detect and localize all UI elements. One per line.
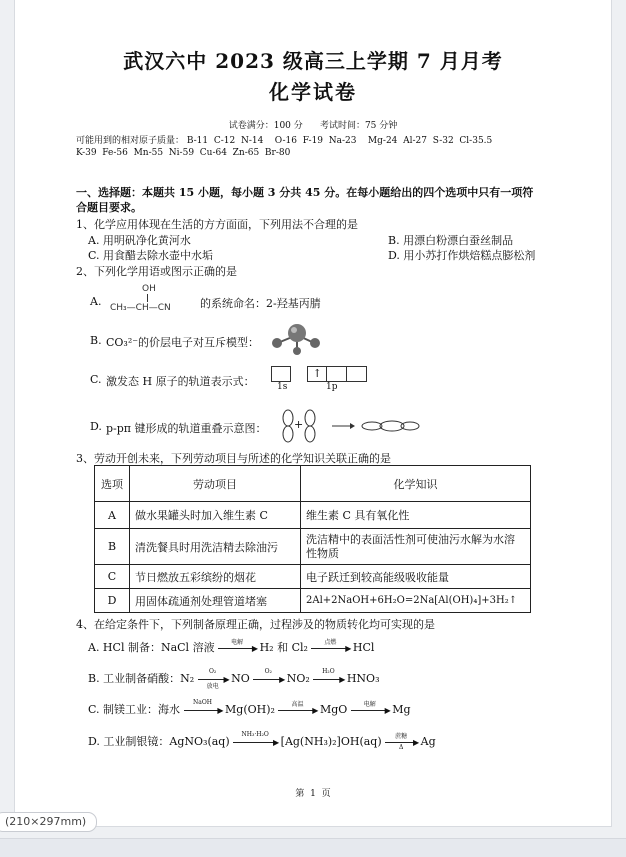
orbital-diagram [271, 363, 367, 382]
q1-option-b: B. 用漂白粉漂白蚕丝制品 [388, 234, 514, 247]
reaction-arrow: NaOH ▶ [184, 703, 222, 717]
table-row [95, 502, 531, 529]
q3-stem: 3、劳动开创未来，下列劳动项目与所述的化学知识关联正确的是 [76, 452, 391, 465]
section-heading-cont: 合题目要求。 [76, 201, 142, 214]
arrow-condition: 电解 [231, 639, 244, 646]
reaction-arrow: H₂O ▶ [313, 672, 343, 686]
orbital-plus: + [294, 418, 304, 431]
table-cell: C [95, 565, 130, 589]
reaction-arrow: O₂ ▶ [253, 672, 283, 686]
arrow-condition: 高温 [291, 701, 304, 708]
q4-b-prefix: B. 工业制备硝酸：N₂ [88, 672, 195, 685]
arrow-condition: O₂ [264, 668, 272, 675]
q4-a-mid: H₂ 和 Cl₂ [259, 641, 308, 654]
reaction-arrow: NH₃·H₂O ▶ [233, 735, 277, 749]
q4-option-a [88, 639, 374, 655]
arrow-condition: H₂O [322, 668, 335, 675]
reaction-arrow: 点燃 ▶ [311, 641, 349, 655]
q2-option-c-text: 激发态 H 原子的轨道表示式： [106, 375, 255, 388]
page-size-tab[interactable]: (210×297mm) [0, 812, 97, 832]
q2-option-a-text: 的系统命名：2-羟基丙腈 [200, 297, 321, 310]
q2-option-b-label: B. [90, 334, 102, 347]
table-cell: D [95, 589, 130, 613]
q1-option-d: D. 用小苏打作烘焙糕点膨松剂 [388, 249, 536, 262]
q2-option-a-label: A. [90, 295, 102, 308]
table-row [95, 589, 531, 613]
table-cell: 做水果罐头时加入维生素 C [130, 502, 301, 529]
q2-structure-oh: OH [142, 284, 156, 294]
reaction-arrow: 电解 ▶ [351, 703, 389, 717]
orbital-1p-box-3 [347, 366, 367, 382]
q4-d-prefix: D. 工业制银镜：AgNO₃(aq) [88, 735, 230, 748]
q2-stem: 2、下列化学用语或图示正确的是 [76, 265, 237, 278]
exam-subtitle: 化学试卷 [269, 80, 357, 104]
q4-b-s2: NO₂ [286, 672, 310, 685]
q4-option-d [88, 733, 436, 749]
arrow-condition: Δ [398, 744, 404, 751]
orbital-1p-box-1: ↑ [307, 366, 327, 382]
table-row [95, 565, 531, 589]
orbital-1p-box-2 [327, 366, 347, 382]
exam-title: 武汉六中 2023 级高三上学期 7 月月考 [123, 49, 503, 73]
table-cell: 电子跃迁到较高能级吸收能量 [301, 565, 531, 589]
arrow-condition: 点燃 [324, 639, 337, 646]
table-cell: A [95, 502, 130, 529]
atomic-masses-line-1: 可能用到的相对原子质量： B-11 C-12 N-14 O-16 F-19 Na-23 Mg-24 Al-27 S-32 Cl-35.5 [76, 136, 493, 146]
bottom-toolbar [0, 838, 626, 857]
arrow-condition: 电解 [363, 701, 376, 708]
table-cell: 清洗餐具时用洗洁精去除油污 [130, 529, 301, 565]
table-header-cell: 劳动项目 [130, 466, 301, 502]
orbital-label-1p: 1p [326, 382, 338, 392]
q4-c-s2: MgO [319, 703, 348, 716]
q2-option-d-text: p-pπ 键形成的轨道重叠示意图： [106, 422, 267, 435]
arrow-condition: 放电 [206, 683, 219, 690]
q4-c-end: Mg [392, 703, 411, 716]
atomic-masses-line-2: K-39 Fe-56 Mn-55 Ni-59 Cu-64 Zn-65 Br-80 [76, 148, 291, 158]
table-cell: 维生素 C 具有氧化性 [301, 502, 531, 529]
orbital-1s-box [271, 366, 291, 382]
q4-a-prefix: A. HCl 制备：NaCl 溶液 [88, 641, 215, 654]
q4-a-end: HCl [352, 641, 375, 654]
vsepr-model-image [268, 322, 322, 356]
table-cell: 用固体疏通剂处理管道堵塞 [130, 589, 301, 613]
reaction-arrow: 电解 ▶ [218, 641, 256, 655]
table-header-cell: 选项 [95, 466, 130, 502]
table-cell: B [95, 529, 130, 565]
table-cell: 2Al+2NaOH+6H₂O=2Na[Al(OH)₄]+3H₂↑ [301, 589, 531, 613]
q1-option-a: A. 用明矾净化黄河水 [88, 234, 191, 247]
q4-c-prefix: C. 制镁工业：海水 [88, 703, 181, 716]
page-number: 第 1 页 [295, 789, 331, 799]
reaction-arrow: 蔗糖 ▶ Δ [385, 735, 417, 749]
q2-option-d-label: D. [90, 420, 102, 433]
q4-stem: 4、在给定条件下，下列制备原理正确，过程涉及的物质转化均可实现的是 [76, 618, 435, 631]
q2-structure-main: CH₃—CH—CN [110, 303, 171, 313]
reaction-arrow: O₂ ▶ 放电 [198, 672, 228, 686]
arrow-condition: 蔗糖 [395, 733, 408, 740]
q1-stem: 1、化学应用体现在生活的方方面面，下列用法不合理的是 [76, 218, 358, 231]
pi-bond-overlap-image [330, 418, 422, 434]
table-cell: 节日燃放五彩缤纷的烟花 [130, 565, 301, 589]
q4-option-c [88, 701, 411, 717]
q2-option-c-label: C. [90, 373, 102, 386]
q4-b-s1: NO [231, 672, 250, 685]
arrow-condition: NaOH [193, 699, 213, 706]
arrow-condition: NH₃·H₂O [241, 731, 269, 738]
q1-option-c: C. 用食醋去除水壶中水垢 [88, 249, 214, 262]
exam-info: 试卷满分：100 分 考试时间：75 分钟 [228, 121, 398, 131]
orbital-label-1s: 1s [277, 382, 288, 392]
q4-d-end: Ag [420, 735, 436, 748]
q4-option-b [88, 668, 380, 690]
q4-c-s1: Mg(OH)₂ [225, 703, 275, 716]
table-header-cell: 化学知识 [301, 466, 531, 502]
table-cell: 洗洁精中的表面活性剂可使油污水解为水溶性物质 [301, 529, 531, 565]
q2-option-b-text: CO₃²⁻的价层电子对互斥模型： [106, 336, 260, 349]
q4-d-s1: [Ag(NH₃)₂]OH(aq) [280, 735, 382, 748]
table-row [95, 529, 531, 565]
q3-table [94, 465, 531, 613]
reaction-arrow: 高温 ▶ [278, 703, 316, 717]
section-heading: 一、选择题：本题共 15 小题，每小题 3 分共 45 分。在每小题给出的四个选项中只有一项符 [76, 186, 534, 199]
arrow-condition: O₂ [208, 668, 217, 675]
q2-structure-bond [147, 294, 148, 302]
q4-b-end: HNO₃ [346, 672, 380, 685]
